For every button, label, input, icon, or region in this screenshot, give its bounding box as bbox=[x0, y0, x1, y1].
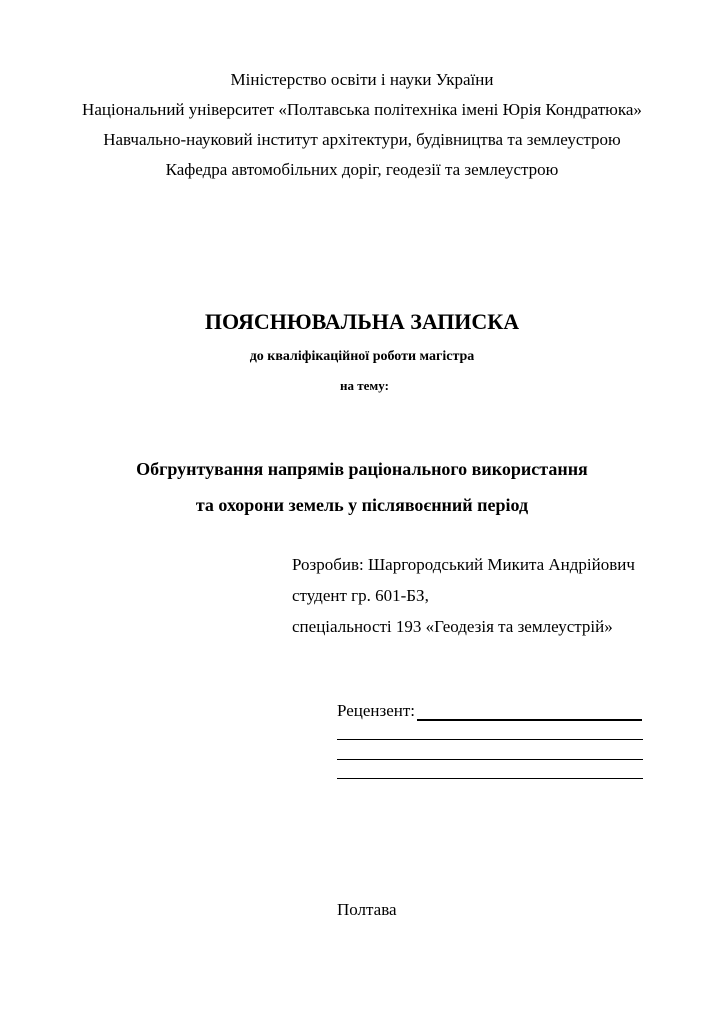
reviewer-line-2 bbox=[337, 739, 643, 740]
document-title: ПОЯСНЮВАЛЬНА ЗАПИСКА bbox=[204, 309, 520, 334]
reviewer-label: Рецензент: bbox=[337, 701, 416, 720]
department-line: Кафедра автомобільних доріг, геодезії та землеустрою bbox=[165, 160, 559, 179]
city: Полтава bbox=[337, 900, 397, 919]
author-name: Розробив: Шаргородський Микита Андрійович bbox=[292, 555, 635, 574]
topic-line-2: та охорони земель у післявоєнний період bbox=[195, 495, 529, 515]
institute-line: Навчально-науковий інститут архітектури, будівництва та землеустрою bbox=[103, 130, 621, 149]
university-line: Національний університет «Полтавська політехніка імені Юрія Кондратюка» bbox=[82, 100, 642, 119]
author-specialty: спеціальності 193 «Геодезія та землеустрій» bbox=[292, 617, 613, 636]
topic-line-1: Обгрунтування напрямів раціонального використання bbox=[136, 459, 588, 479]
ministry-line: Міністерство освіти і науки України bbox=[230, 70, 494, 89]
reviewer-line-3 bbox=[337, 759, 643, 760]
author-group: студент гр. 601-БЗ, bbox=[292, 586, 429, 605]
topic-label: на тему: bbox=[340, 378, 389, 393]
document-subtitle: до кваліфікаційної роботи магістра bbox=[249, 349, 475, 364]
reviewer-line-4 bbox=[337, 778, 643, 779]
reviewer-signature-line bbox=[417, 719, 642, 721]
